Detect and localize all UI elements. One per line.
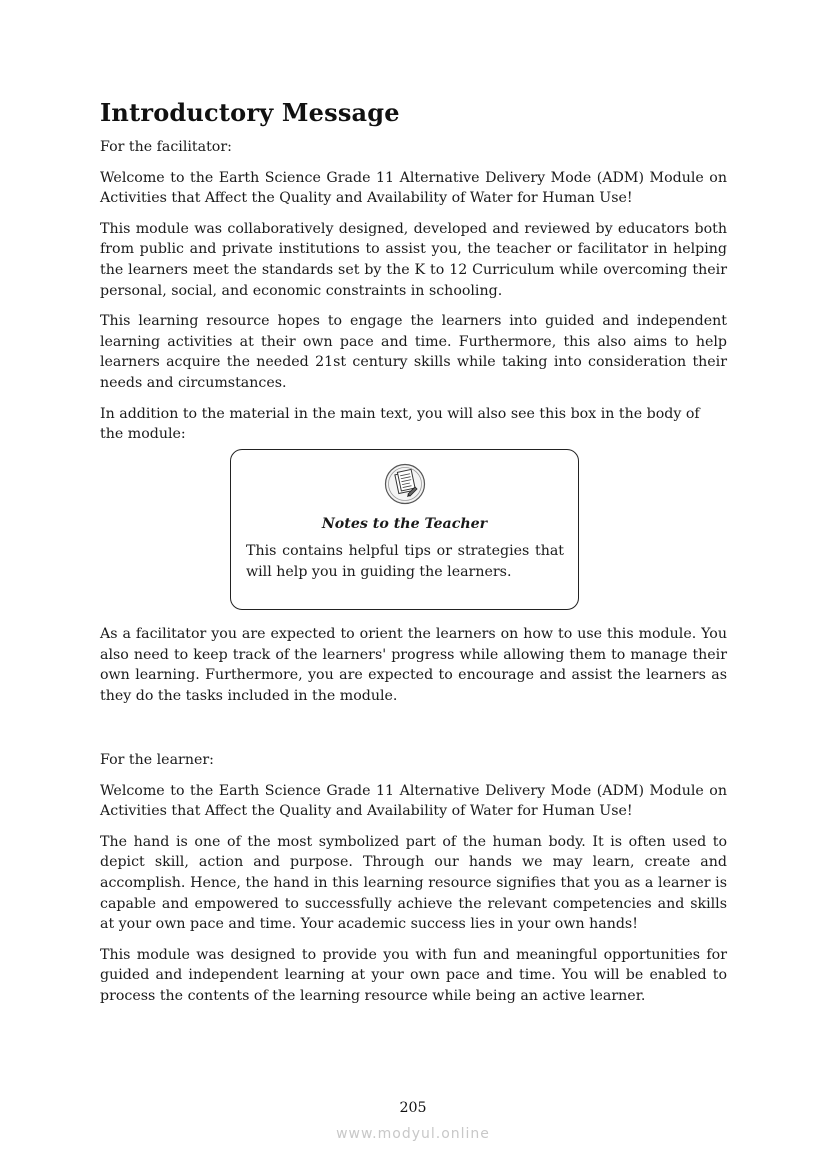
learner-paragraph-3: This module was designed to provide you with fun and meaningful opportunities for guided and independent learning at your own pace and time. You will be enabled to process the contents of the learning resource while being an active learner. bbox=[100, 946, 727, 1004]
learner-paragraph-2: The hand is one of the most symbolized part of the human body. It is often used to depict skill, action and purpose. Through our hands we may learn, create and accomplish. Hence, the hand in this learning resource signifies that you as a learner is capable and empowered to successfully achieve the relevant competencies and skills at your own pace and time. Your academic success lies in your own hands! bbox=[100, 833, 727, 933]
facilitator-paragraph-3: This learning resource hopes to engage the learners into guided and independent learning activities at their own pace and time. Furthermore, this also aims to help learners acquire the needed 21st century skills while taking into consideration their needs and circumstances. bbox=[100, 313, 727, 391]
page-title: Introductory Message bbox=[100, 98, 400, 127]
note-box-title: Notes to the Teacher bbox=[321, 516, 488, 532]
facilitator-paragraph-1: Welcome to the Earth Science Grade 11 Alternative Delivery Mode (ADM) Module on Activities that Affect the Quality and Availability of Water for Human Use! bbox=[100, 169, 727, 207]
facilitator-paragraph-5: As a facilitator you are expected to orient the learners on how to use this module. You also need to keep track of the learners' progress while allowing them to manage their own learning. Furthermore, you are expected to encourage and assist the learners as they do the tasks included in the module. bbox=[100, 626, 727, 704]
learner-paragraph-1: Welcome to the Earth Science Grade 11 Alternative Delivery Mode (ADM) Module on Activities that Affect the Quality and Availability of Water for Human Use! bbox=[100, 782, 727, 820]
notes-icon bbox=[384, 463, 426, 505]
note-box-body: This contains helpful tips or strategies that will help you in guiding the learners. bbox=[246, 543, 564, 580]
facilitator-heading: For the facilitator: bbox=[100, 139, 232, 155]
facilitator-paragraph-4: In addition to the material in the main text, you will also see this box in the body of the module: bbox=[100, 405, 700, 443]
notes-to-teacher-box bbox=[230, 449, 579, 610]
learner-section bbox=[100, 750, 727, 1017]
facilitator-section bbox=[100, 98, 727, 445]
watermark: www.modyul.online bbox=[336, 1126, 490, 1142]
facilitator-paragraph-2: This module was collaboratively designed, developed and reviewed by educators both from public and private institutions to assist you, the teacher or facilitator in helping the learners meet the standards set by the K to 12 Curriculum while overcoming their personal, social, and economic constraints in schooling. bbox=[100, 220, 727, 299]
learner-heading: For the learner: bbox=[100, 752, 214, 768]
page-number: 205 bbox=[399, 1100, 427, 1116]
facilitator-closing bbox=[100, 624, 727, 716]
